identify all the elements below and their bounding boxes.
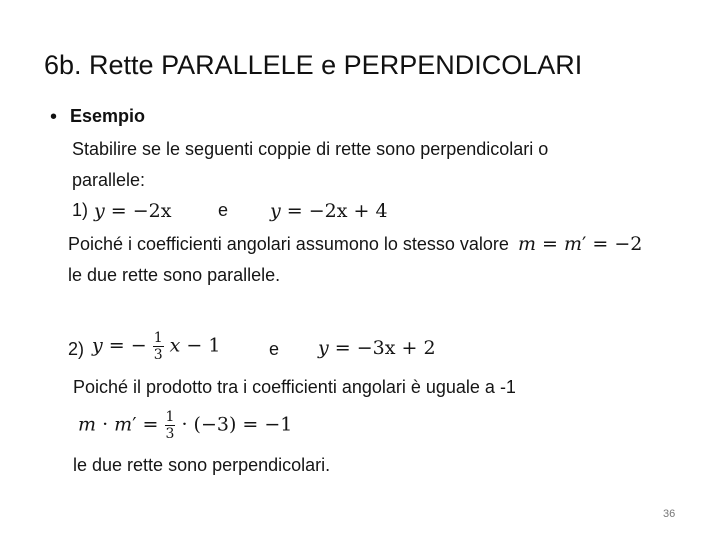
bullet-point: •	[50, 106, 58, 128]
example-heading: Esempio	[70, 106, 146, 126]
intro-line-2: parallele:	[72, 170, 146, 190]
case2-reason: Poiché il prodotto tra i coefficienti angolari è uguale a -1	[73, 377, 516, 397]
case2-equation-2: y = −3x + 2	[318, 337, 436, 359]
intro-line-1: Stabilire se le seguenti coppie di rette sono perpendicolari o	[72, 139, 549, 159]
case1-equation-1: y = −2x	[94, 200, 172, 222]
case2-product: m · m′ = $\frac{1}{3}$ · (−3) = −1	[78, 409, 293, 442]
case1-label: 1)	[72, 200, 89, 220]
case1-reason-math: m = m′ = −2	[517, 233, 643, 255]
case1-equations	[72, 200, 388, 222]
case2-connector: e	[269, 339, 280, 359]
case2-equation-1: y = − $\frac{1}{3}$ x − 1	[92, 330, 221, 363]
case2-label: 2)	[68, 339, 85, 359]
case1-connector: e	[218, 200, 229, 220]
slide-title: 6b. Rette PARALLELE e PERPENDICOLARI	[44, 50, 583, 80]
page-number: 36	[663, 508, 676, 520]
case1-reason	[68, 233, 642, 255]
case1-conclusion: le due rette sono parallele.	[68, 265, 281, 285]
case2-conclusion: le due rette sono perpendicolari.	[73, 455, 331, 475]
case1-equation-2: y = −2x + 4	[270, 200, 388, 222]
case1-reason-text: Poiché i coefficienti angolari assumono lo stesso valore	[68, 234, 509, 254]
